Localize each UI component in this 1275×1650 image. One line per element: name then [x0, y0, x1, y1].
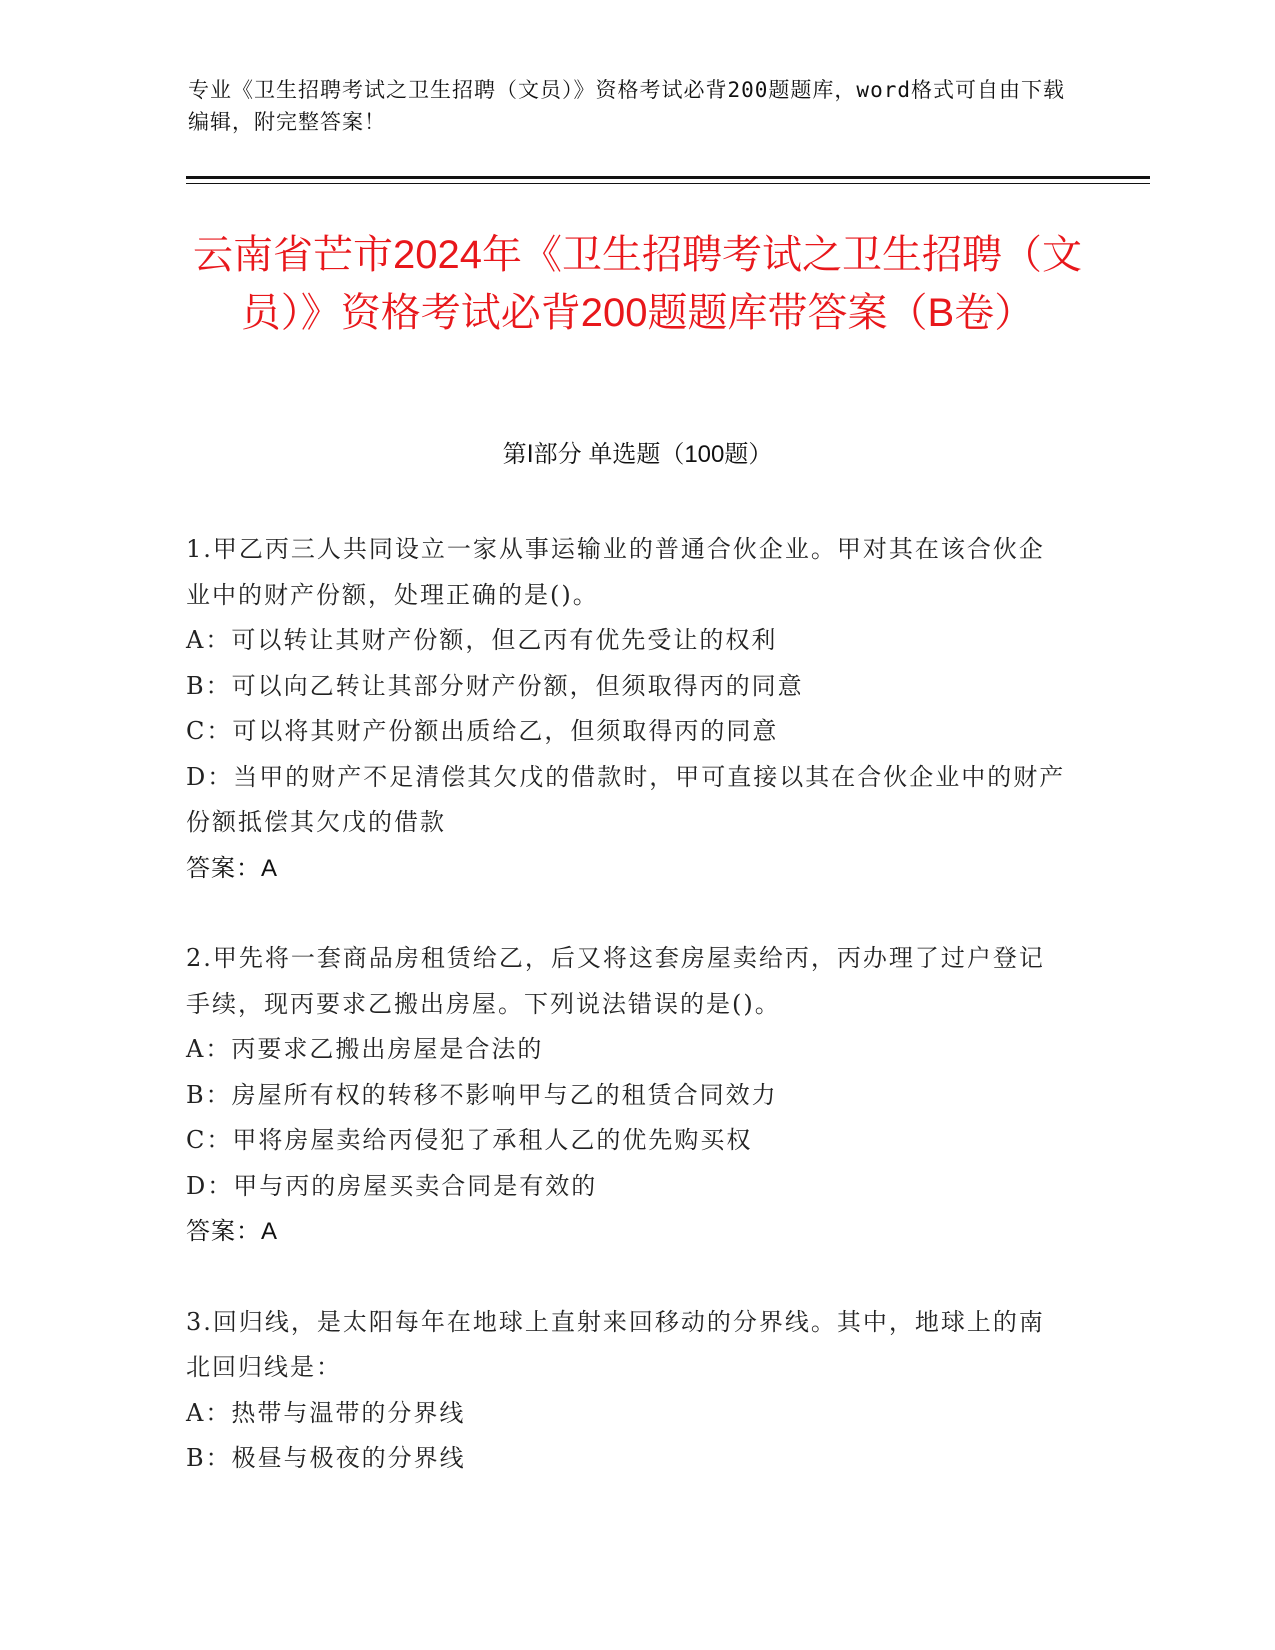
document-title: 云南省芒市2024年《卫生招聘考试之卫生招聘（文员）》资格考试必背200题题库带答案（B卷） — [193, 233, 1082, 335]
option-d: D：当甲的财产不足清偿其欠戊的借款时，甲可直接以其在合伙企业中的财产份额抵偿其欠戊的借款 — [186, 762, 1066, 836]
option-c: C：甲将房屋卖给丙侵犯了承租人乙的优先购买权 — [186, 1126, 753, 1154]
question-1 — [186, 527, 1066, 891]
option-d: D：甲与丙的房屋买卖合同是有效的 — [186, 1171, 598, 1200]
option-c: C：可以将其财产份额出质给乙，但须取得丙的同意 — [186, 717, 779, 745]
option-b: B：极昼与极夜的分界线 — [186, 1444, 466, 1472]
question-stem: 1.甲乙丙三人共同设立一家从事运输业的普通合伙企业。甲对其在该合伙企业中的财产份额，处理正确的是()。 — [186, 535, 1045, 609]
question-stem: 2.甲先将一套商品房租赁给乙，后又将这套房屋卖给丙，丙办理了过户登记手续，现丙要求乙搬出房屋。下列说法错误的是()。 — [186, 944, 1045, 1018]
question-2 — [186, 936, 1066, 1255]
answer-line: 答案：A — [186, 1218, 279, 1245]
question-stem: 3.回归线，是太阳每年在地球上直射来回移动的分界线。其中，地球上的南北回归线是： — [186, 1307, 1045, 1381]
option-a: A：可以转让其财产份额，但乙丙有优先受让的权利 — [186, 626, 778, 654]
option-a: A：丙要求乙搬出房屋是合法的 — [186, 1035, 544, 1063]
option-a: A：热带与温带的分界线 — [186, 1398, 466, 1427]
answer-line: 答案：A — [186, 854, 279, 882]
header-divider-thin — [186, 183, 1150, 184]
option-b: B：可以向乙转让其部分财产份额，但须取得丙的同意 — [186, 671, 804, 700]
intro-text: 专业《卫生招聘考试之卫生招聘（文员）》资格考试必背200题题库，word格式可自由下载编辑，附完整答案！ — [188, 78, 1065, 134]
header-divider-thick — [186, 176, 1150, 179]
question-3 — [186, 1300, 1066, 1482]
section-heading: 第Ⅰ部分 单选题（100题） — [502, 441, 773, 468]
question-list — [186, 527, 1066, 1527]
option-b: B：房屋所有权的转移不影响甲与乙的租赁合同效力 — [186, 1080, 778, 1109]
